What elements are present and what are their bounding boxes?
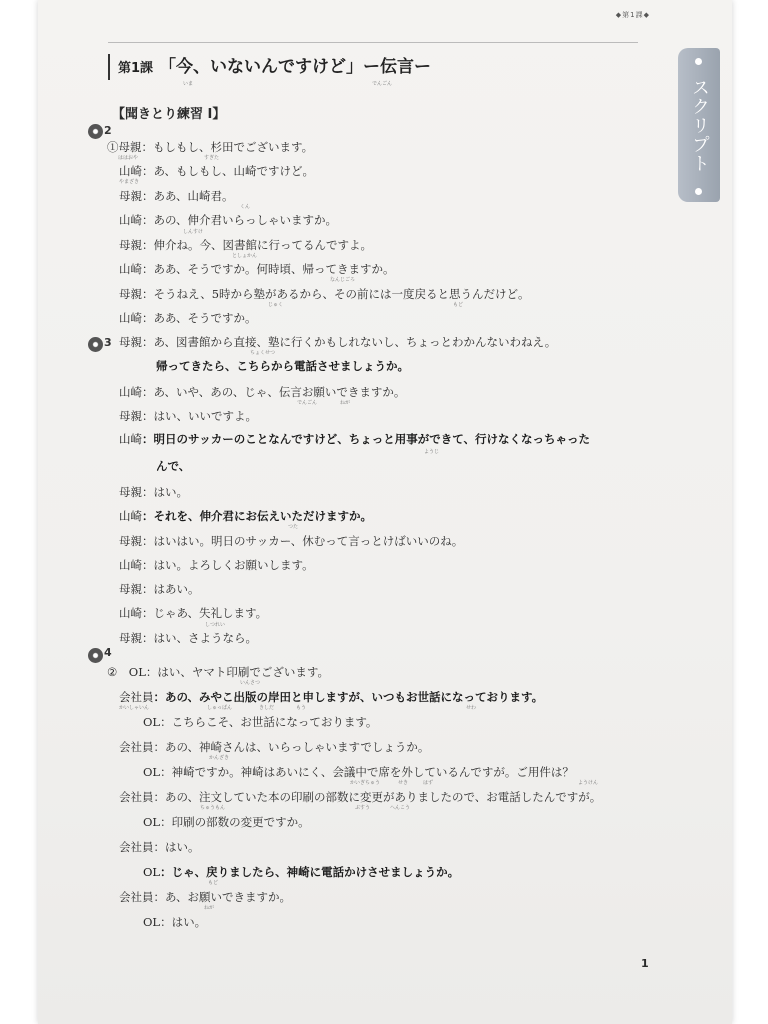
script-line: 会社員：あの、注文していた本の印刷の部数に変更がありましたので、お電話したんですが。 [119,790,602,804]
ruby: ちょくせつ [250,350,276,356]
ruby-dengon: でんごん [372,81,393,87]
script-line: 母親：はい。 [119,485,188,499]
ruby: かんざき [209,755,230,761]
script-line: OL：こちらこそ、お世話になっております。 [143,715,378,729]
corner-label: ◆第1課◆ [615,11,650,19]
script-line: 山崎：じゃあ、失礼します。 [119,606,268,620]
ruby: へんこう [390,805,411,811]
header-rule [108,42,638,43]
script-line: ①母親：もしもし、杉田でございます。 [107,140,314,154]
track-number: 2 [104,124,112,137]
script-line: OL：はい。 [143,915,207,929]
title-bar [108,54,110,80]
script-tab-label: スクリプト [689,77,710,173]
ruby-ima: いま [183,81,194,87]
page-title [118,52,431,77]
script-line: 母親：ああ、山崎君。 [119,189,234,203]
script-line: 母親：伸介ね。今、図書館に行ってるんですよ。 [119,238,372,252]
script-line: ② OL：はい、ヤマト印刷でございます。 [107,665,329,679]
ruby: ねが [204,905,215,911]
ruby: しつれい [205,622,226,628]
script-line: OL：印刷の部数の変更ですか。 [143,815,310,829]
script-tab [678,48,720,202]
ruby: やまざき [119,179,140,185]
ruby: せき [398,780,409,786]
page-number: 1 [641,957,649,970]
cd-icon [88,648,103,663]
script-line: 山崎：それを、伸介君にお伝えいただけますか。 [119,509,372,523]
tab-dot-bottom [695,188,702,195]
ruby: としょかん [232,253,258,259]
script-line: OL：じゃ、戻りましたら、神崎に電話かけさせましょうか。 [143,865,460,879]
script-line: 山崎：あ、いや、あの、じゃ、伝言お願いできますか。 [119,385,406,399]
lesson-label: 第1課 [118,61,154,76]
ruby: せわ [466,705,477,711]
ruby: ねが [340,400,351,406]
section-heading: 【聞きとり練習 Ⅰ】 [112,107,226,122]
script-line: 山崎：あ、もしもし、山崎ですけど。 [119,164,315,178]
ruby: もど [208,880,219,886]
cd-icon [88,124,103,139]
ruby: いんさつ [240,680,261,686]
script-line: 山崎：あの、伸介君いらっしゃいますか。 [119,213,338,227]
ruby: じゅく [268,302,284,308]
ruby: しんすけ [183,229,204,235]
script-line: 山崎：明日のサッカーのことなんですけど、ちょっと用事ができて、行けなくなっちゃった [119,432,591,446]
cd-icon [88,337,103,352]
script-line: 母親：あ、図書館から直接、塾に行くかもしれないし、ちょっとわかんないわねえ。 [119,335,557,349]
ruby: ちゅうもん [200,805,226,811]
script-line: 山崎：はい。よろしくお願いします。 [119,558,314,572]
script-line: 会社員：はい。 [119,840,200,854]
script-line: 会社員：あの、神崎さんは、いらっしゃいますでしょうか。 [119,740,430,754]
script-line: 山崎：ああ、そうですか。 [119,311,257,325]
ruby: もう [296,705,307,711]
script-line: 母親：はい、さようなら。 [119,631,257,645]
ruby: ははおや [118,155,139,161]
script-line: 母親：はあい。 [119,582,200,596]
ruby: はず [423,780,434,786]
ruby: くん [240,204,251,210]
ruby: なんじごろ [330,277,356,283]
ruby: ようけん [578,780,599,786]
script-line: 会社員：あの、みやこ出版の岸田と申しますが、いつもお世話になっております。 [119,690,544,704]
ruby: きしだ [259,705,275,711]
track-number: 3 [104,336,112,349]
script-line: 会社員：あ、お願いできますか。 [119,890,292,904]
script-line: 山崎：ああ、そうですか。何時頃、帰ってきますか。 [119,262,395,276]
script-line: 帰ってきたら、こちらから電話させましょうか。 [156,359,409,373]
ruby: しゅっぱん [207,705,233,711]
track-number: 4 [104,646,112,659]
script-line: んで、 [156,459,191,473]
ruby: でんごん [297,400,318,406]
ruby: もど [453,302,464,308]
script-line: OL：神崎ですか。神崎はあいにく、会議中で席を外しているんですが。ご用件は？ [143,765,574,779]
ruby: かいしゃいん [119,705,150,711]
ruby: ようじ [424,449,440,455]
title-text: 「今、いないんですけど」ー伝言ー [158,57,431,77]
script-line: 母親：そうねえ、5時から塾があるから、その前には一度戻ると思うんだけど。 [119,287,530,301]
ruby: すぎた [204,155,220,161]
tab-dot-top [695,58,702,65]
ruby: かいぎちゅう [350,780,381,786]
ruby: つた [288,524,299,530]
script-line: 母親：はい、いいですよ。 [119,409,257,423]
script-line: 母親：はいはい。明日のサッカー、休むって言っとけばいいのね。 [119,534,464,548]
ruby: ぶすう [355,805,371,811]
